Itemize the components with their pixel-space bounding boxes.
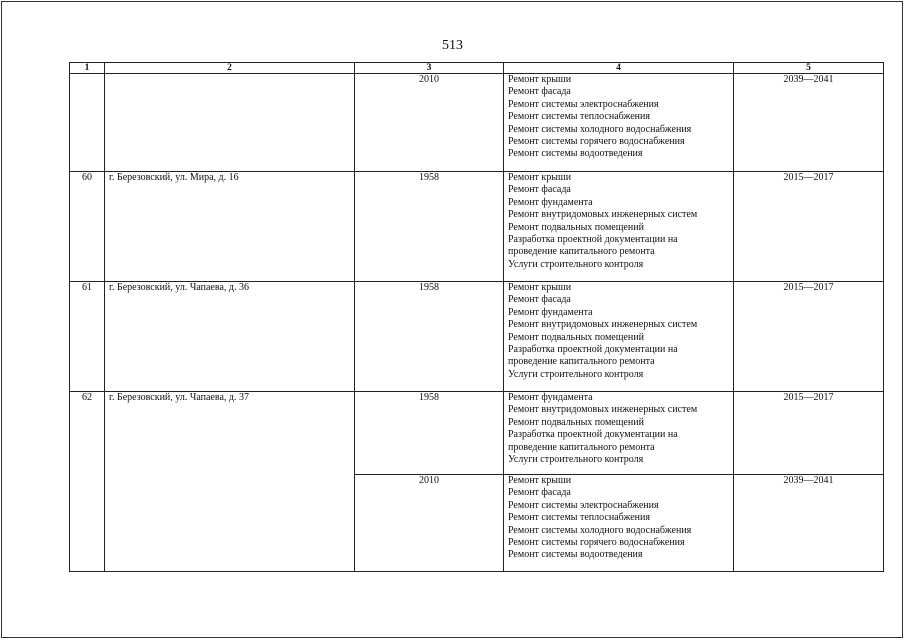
address-cell: [105, 74, 355, 172]
work-item: Ремонт системы теплоснабжения: [508, 512, 650, 524]
work-item: Ремонт системы водоотведения: [508, 148, 643, 160]
works-cell: [504, 392, 734, 475]
work-item: Ремонт фасада: [508, 487, 571, 499]
work-item: проведение капитального ремонта: [508, 441, 655, 453]
year-cell: 1958: [355, 172, 504, 282]
table-row: [70, 74, 884, 172]
work-item: Услуги строительного контроля: [508, 368, 644, 380]
work-item: проведение капитального ремонта: [508, 246, 655, 258]
period-cell: 2039—2041: [734, 475, 884, 572]
works-cell: [504, 74, 734, 172]
column-number: 5: [734, 63, 884, 74]
work-item: Ремонт системы холодного водоснабжения: [508, 123, 692, 135]
column-number-row: [70, 63, 884, 74]
column-number: 1: [70, 63, 105, 74]
work-item: Разработка проектной документации на: [508, 429, 678, 441]
table-row: [70, 392, 884, 475]
work-item: проведение капитального ремонта: [508, 356, 655, 368]
row-number: 62: [70, 392, 105, 572]
work-item: Ремонт крыши: [508, 475, 572, 486]
work-item: Ремонт системы электроснабжения: [508, 499, 659, 511]
work-item: Ремонт фундамента: [508, 196, 593, 208]
work-item: Ремонт системы электроснабжения: [508, 98, 659, 110]
work-item: Услуги строительного контроля: [508, 258, 644, 270]
address-cell: г. Березовский, ул. Мира, д. 16: [105, 172, 355, 282]
work-item: Ремонт фасада: [508, 86, 571, 98]
year-cell: 1958: [355, 282, 504, 392]
column-number: 4: [504, 63, 734, 74]
work-item: Ремонт крыши: [508, 172, 572, 183]
table-row: [70, 282, 884, 392]
period-cell: 2015—2017: [734, 172, 884, 282]
year-cell: 2010: [355, 475, 504, 572]
work-item: Услуги строительного контроля: [508, 454, 644, 466]
work-item: Ремонт подвальных помещений: [508, 416, 644, 428]
work-item: Ремонт подвальных помещений: [508, 331, 644, 343]
work-item: Ремонт системы горячего водоснабжения: [508, 136, 685, 148]
period-cell: 2015—2017: [734, 392, 884, 475]
works-cell: [504, 475, 734, 572]
work-item: Ремонт подвальных помещений: [508, 221, 644, 233]
address-cell: г. Березовский, ул. Чапаева, д. 36: [105, 282, 355, 392]
column-number: 2: [105, 63, 355, 74]
works-cell: [504, 282, 734, 392]
work-item: Ремонт системы горячего водоснабжения: [508, 537, 685, 549]
work-item: Разработка проектной документации на: [508, 234, 678, 246]
work-item: Ремонт внутридомовых инженерных систем: [508, 404, 698, 416]
period-cell: 2015—2017: [734, 282, 884, 392]
work-item: Ремонт фундамента: [508, 306, 593, 318]
year-cell: 1958: [355, 392, 504, 475]
work-item: Ремонт крыши: [508, 282, 572, 293]
row-number: 60: [70, 172, 105, 282]
work-item: Ремонт системы водоотведения: [508, 549, 643, 561]
row-number: [70, 74, 105, 172]
work-item: Разработка проектной документации на: [508, 344, 678, 356]
work-item: Ремонт крыши: [508, 74, 572, 85]
work-item: Ремонт фасада: [508, 184, 571, 196]
work-item: Ремонт системы теплоснабжения: [508, 111, 650, 123]
address-cell: г. Березовский, ул. Чапаева, д. 37: [105, 392, 355, 572]
year-cell: 2010: [355, 74, 504, 172]
page-number: 513: [442, 38, 463, 53]
work-item: Ремонт фундамента: [508, 392, 593, 403]
capital-repair-table: [69, 62, 884, 572]
works-cell: [504, 172, 734, 282]
work-item: Ремонт системы холодного водоснабжения: [508, 524, 692, 536]
period-cell: 2039—2041: [734, 74, 884, 172]
table-row: [70, 172, 884, 282]
work-item: Ремонт внутридомовых инженерных систем: [508, 209, 698, 221]
row-number: 61: [70, 282, 105, 392]
column-number: 3: [355, 63, 504, 74]
work-item: Ремонт фасада: [508, 294, 571, 306]
work-item: Ремонт внутридомовых инженерных систем: [508, 319, 698, 331]
